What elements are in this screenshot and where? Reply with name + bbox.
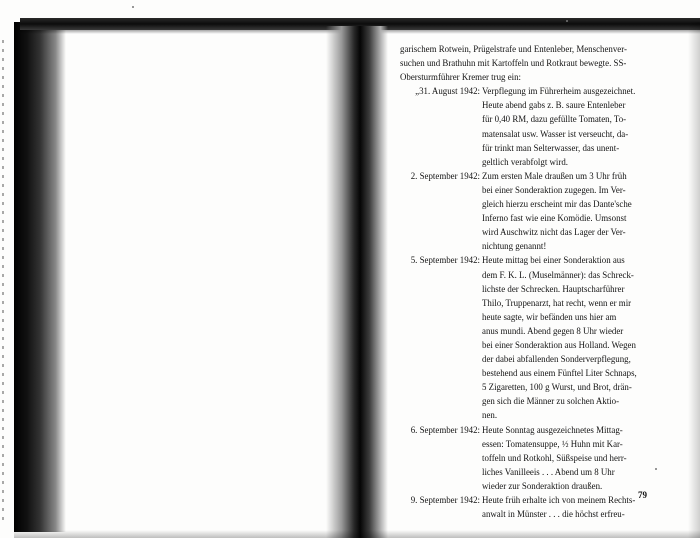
entry-line: Heute mittag bei einer Sonderaktion aus bbox=[482, 255, 625, 266]
scan-speck bbox=[655, 468, 657, 470]
entry-line: bei einer Sonderaktion zugegen. Im Ver- bbox=[482, 184, 626, 195]
entry-line: Zum ersten Male draußen um 3 Uhr früh bbox=[482, 170, 627, 181]
entry-line: für trinkt man Selterwasser, das unent- bbox=[482, 142, 620, 153]
entry-line: wird Auschwitz nicht das Lager der Ver- bbox=[482, 227, 626, 238]
diary-entry bbox=[400, 423, 652, 493]
page-number: 79 bbox=[638, 490, 647, 500]
diary-entry bbox=[400, 253, 652, 422]
diary-entries bbox=[400, 84, 652, 521]
entry-line: gleich hierzu erscheint mir das Dante'sche bbox=[482, 199, 632, 210]
right-page-text bbox=[400, 42, 652, 521]
diary-entry bbox=[400, 84, 652, 169]
entry-line: bei einer Sonderaktion aus Holland. Wegen bbox=[482, 339, 636, 350]
entry-text bbox=[482, 253, 652, 422]
entry-line: geltlich verabfolgt wird. bbox=[482, 156, 569, 167]
entry-line: nen. bbox=[482, 410, 498, 421]
entry-line: matensalat usw. Wasser ist verseucht, da- bbox=[482, 128, 629, 139]
left-margin-marks bbox=[2, 40, 4, 520]
entry-line: Heute abend gabs z. B. saure Entenleber bbox=[482, 100, 626, 111]
entry-date: 2. September 1942: bbox=[410, 170, 480, 181]
entry-line: für 0,40 RM, dazu gefüllte Tomaten, To- bbox=[482, 114, 627, 125]
bottom-page-edge bbox=[14, 530, 700, 538]
entry-line: liches Vanilleeis . . . Abend um 8 Uhr bbox=[482, 466, 615, 477]
entry-line: anwalt in Münster . . . die höchst erfreu- bbox=[482, 509, 625, 520]
intro-paragraph bbox=[400, 42, 652, 84]
right-page-edge bbox=[688, 22, 700, 538]
entry-line: Inferno fast wie eine Komödie. Umsonst bbox=[482, 213, 627, 224]
intro-line: Obersturmführer Kremer trug ein: bbox=[400, 72, 521, 83]
scan-speck bbox=[132, 6, 134, 8]
intro-line: suchen und Brathuhn mit Kartoffeln und Rotkraut bewegte. SS- bbox=[400, 58, 627, 69]
entry-text bbox=[482, 84, 652, 169]
entry-date: 9. September 1942: bbox=[410, 495, 480, 505]
entry-line: der dabei abfallenden Sonderverpflegung, bbox=[482, 354, 631, 365]
diary-entry bbox=[400, 493, 652, 521]
entry-line: Heute früh erhalte ich von meinem Rechts- bbox=[482, 495, 636, 505]
entry-date: 6. September 1942: bbox=[410, 424, 480, 435]
entry-line: gen sich die Männer zu solchen Aktio- bbox=[482, 396, 620, 407]
entry-line: 5 Zigaretten, 100 g Wurst, und Brot, drän- bbox=[482, 382, 632, 393]
entry-line: nichtung genannt! bbox=[482, 241, 547, 252]
intro-line: garischem Rotwein, Prügelstrafe und Entenleber, Menschenver- bbox=[400, 44, 627, 54]
book-gutter-shadow bbox=[326, 26, 388, 538]
diary-entry bbox=[400, 169, 652, 254]
entry-line: anus mundi. Abend gegen 8 Uhr wieder bbox=[482, 325, 624, 336]
entry-line: lichste der Schrecken. Hauptscharführer bbox=[482, 283, 625, 294]
entry-line: Thilo, Truppenarzt, hat recht, wenn er mir bbox=[482, 297, 632, 308]
entry-line: toffeln und Rotkohl, Süßspeise und herr- bbox=[482, 452, 627, 463]
entry-line: Verpflegung im Führerheim ausgezeichnet. bbox=[482, 86, 636, 97]
entry-line: essen: Tomatensuppe, ½ Huhn mit Kar- bbox=[482, 438, 623, 449]
entry-text bbox=[482, 169, 652, 254]
entry-line: bestehend aus einem Fünftel Liter Schnaps, bbox=[482, 368, 637, 379]
entry-line: dem F. K. L. (Muselmänner): das Schreck- bbox=[482, 269, 634, 280]
entry-line: Heute Sonntag ausgezeichnetes Mittag- bbox=[482, 424, 623, 435]
scan-speck bbox=[566, 20, 568, 22]
entry-line: heute sagte, wir befänden uns hier am bbox=[482, 311, 617, 322]
entry-line: wieder zur Sonderaktion draußen. bbox=[482, 480, 603, 491]
left-page-edge-shadow bbox=[14, 22, 66, 532]
entry-date: 5. September 1942: bbox=[410, 255, 480, 266]
entry-text bbox=[482, 423, 652, 493]
entry-text bbox=[482, 493, 652, 521]
entry-date: „31. August 1942: bbox=[415, 86, 480, 97]
